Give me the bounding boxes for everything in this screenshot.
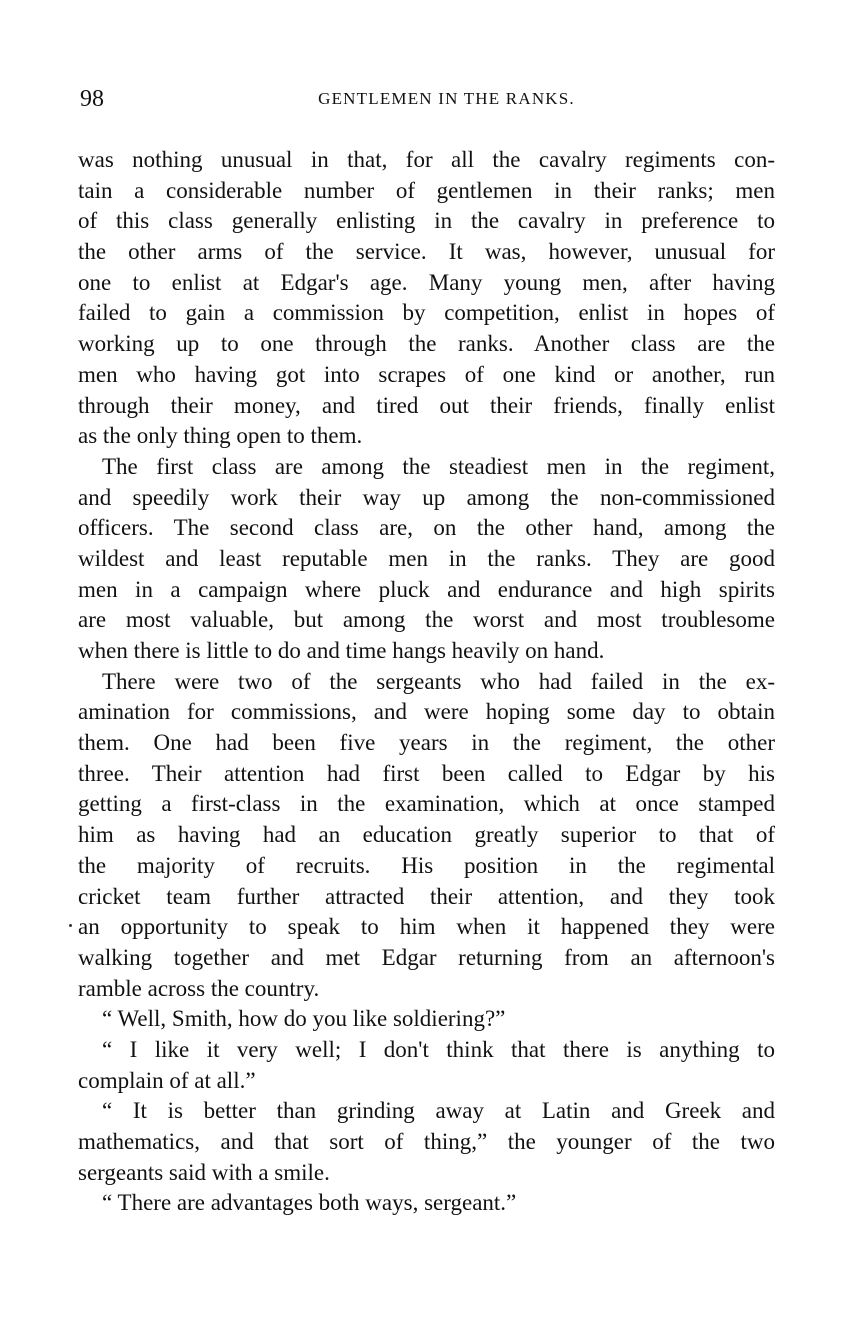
- text-line: three. Their attention had first been called to Edgar by his: [78, 760, 775, 786]
- text-line: cricket team further attracted their attention, and they took: [78, 883, 775, 909]
- text-line: men who having got into scrapes of one kind or another, run: [78, 361, 775, 387]
- text-line: through their money, and tired out their friends, finally enlist: [78, 392, 775, 418]
- text-line: “ I like it very well; I don't think that there is anything to: [102, 1036, 775, 1062]
- text-line: and speedily work their way up among the non-commissioned: [78, 484, 775, 510]
- text-line: one to enlist at Edgar's age. Many young men, after having: [78, 269, 775, 295]
- text-line: walking together and met Edgar returning from an afternoon's: [78, 944, 775, 970]
- page-body-text: [78, 145, 775, 1219]
- text-line: amination for commissions, and were hoping some day to obtain: [78, 699, 775, 725]
- page-header: [78, 86, 775, 116]
- text-line: him as having had an education greatly superior to that of: [78, 822, 775, 848]
- text-line: sergeants said with a smile.: [78, 1159, 330, 1185]
- text-line: There were two of the sergeants who had failed in the ex-: [102, 668, 775, 694]
- text-line: when there is little to do and time hangs heavily on hand.: [78, 638, 605, 663]
- page-number: 98: [80, 86, 104, 112]
- text-line: wildest and least reputable men in the ranks. They are good: [78, 545, 775, 571]
- text-line: “ There are advantages both ways, sergeant.”: [102, 1190, 517, 1216]
- text-line: of this class generally enlisting in the cavalry in preference to: [78, 208, 775, 234]
- text-line: the majority of recruits. His position in the regimental: [78, 852, 775, 878]
- text-line: officers. The second class are, on the other hand, among the: [78, 515, 775, 541]
- text-line: men in a campaign where pluck and endurance and high spirits: [78, 576, 775, 602]
- text-line: ramble across the country.: [78, 975, 320, 1001]
- text-line: failed to gain a commission by competition, enlist in hopes of: [78, 300, 775, 326]
- running-title: GENTLEMEN IN THE RANKS.: [318, 89, 575, 108]
- text-line: as the only thing open to them.: [78, 423, 363, 449]
- text-line: “ It is better than grinding away at Latin and Greek and: [102, 1098, 775, 1124]
- text-line: are most valuable, but among the worst and most troublesome: [78, 607, 775, 633]
- text-line: was nothing unusual in that, for all the cavalry regiments con-: [78, 147, 775, 172]
- text-line: complain of at all.”: [78, 1067, 256, 1093]
- text-line: The first class are among the steadiest men in the regiment,: [102, 453, 775, 479]
- text-line: an opportunity to speak to him when it happened they were: [78, 914, 775, 940]
- text-line: getting a first-class in the examination, which at once stamped: [78, 791, 775, 817]
- scan-speck: [69, 924, 72, 927]
- text-line: the other arms of the service. It was, however, unusual for: [78, 239, 775, 265]
- text-line: tain a considerable number of gentlemen in their ranks; men: [78, 177, 775, 203]
- text-line: them. One had been five years in the regiment, the other: [78, 730, 775, 756]
- text-line: “ Well, Smith, how do you like soldiering?”: [102, 1006, 506, 1032]
- text-line: working up to one through the ranks. Another class are the: [78, 331, 775, 357]
- text-line: mathematics, and that sort of thing,” the younger of the two: [78, 1129, 775, 1154]
